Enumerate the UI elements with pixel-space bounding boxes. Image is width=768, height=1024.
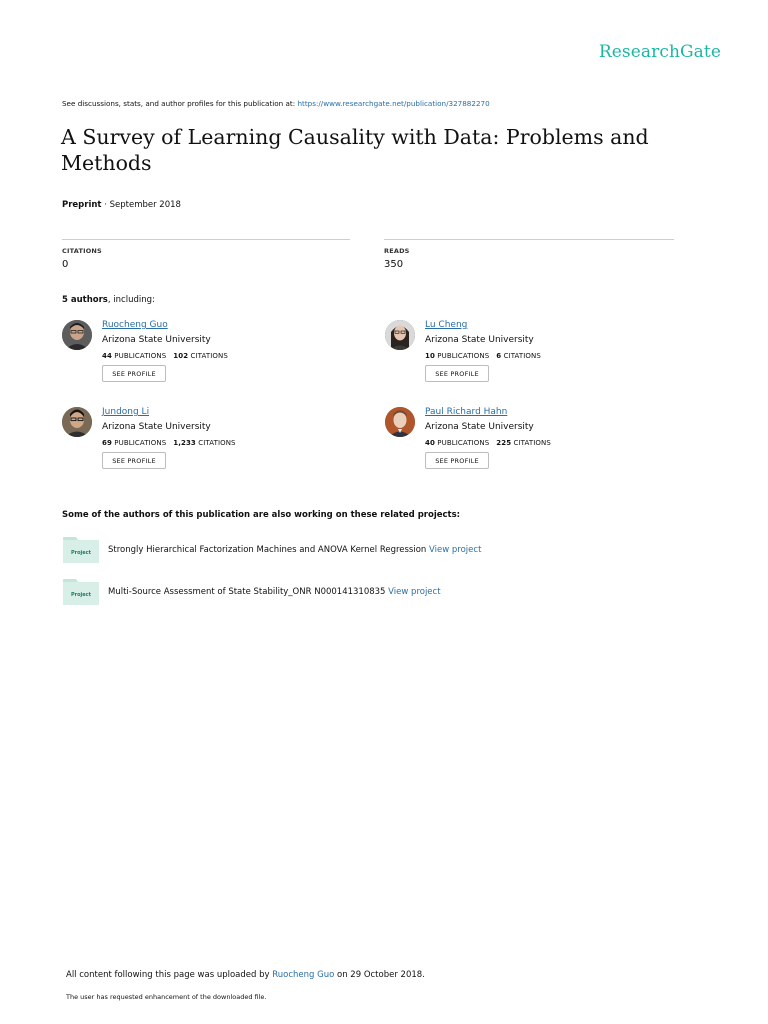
see-profile-button[interactable]: SEE PROFILE: [425, 452, 489, 469]
publication-url-link[interactable]: https://www.researchgate.net/publication/327882270: [297, 99, 490, 108]
author-stats: [425, 439, 551, 447]
project-folder-icon: [63, 537, 99, 563]
author-name-link[interactable]: Paul Richard Hahn: [425, 407, 508, 417]
author-institution: Arizona State University: [425, 335, 534, 345]
author-institution: Arizona State University: [102, 422, 211, 432]
avatar[interactable]: [385, 320, 415, 350]
project-folder-label: Project: [70, 550, 92, 556]
publications-count: 40: [425, 439, 435, 447]
avatar[interactable]: [62, 407, 92, 437]
author-stats: [102, 352, 228, 360]
info-separator: ·: [104, 200, 107, 210]
publications-count: 69: [102, 439, 112, 447]
reads-divider: [384, 239, 674, 240]
project-title: Strongly Hierarchical Factorization Machines and ANOVA Kernel Regression: [108, 545, 427, 555]
discussion-text: See discussions, stats, and author profiles for this publication at:: [62, 99, 296, 108]
citations-value: 0: [62, 259, 69, 270]
view-project-link[interactable]: View project: [388, 587, 441, 597]
publications-count: 44: [102, 352, 112, 360]
authors-suffix: , including:: [107, 295, 155, 305]
see-profile-button[interactable]: SEE PROFILE: [102, 452, 166, 469]
project-item: [63, 537, 703, 565]
authors-heading: [62, 295, 155, 305]
author-institution: Arizona State University: [102, 335, 211, 345]
author-citations-label: CITATIONS: [190, 352, 228, 360]
author-name-link[interactable]: Jundong Li: [102, 407, 150, 417]
project-folder-icon: [63, 579, 99, 605]
avatar[interactable]: [62, 320, 92, 350]
citations-count: 102: [173, 352, 189, 360]
avatar[interactable]: [385, 407, 415, 437]
see-profile-button[interactable]: SEE PROFILE: [425, 365, 489, 382]
author-card: [385, 407, 685, 487]
uploader-link[interactable]: Ruocheng Guo: [272, 970, 335, 980]
publications-count: 10: [425, 352, 435, 360]
upload-prefix: All content following this page was uploaded by: [66, 970, 270, 980]
citations-count: 225: [496, 439, 512, 447]
publications-label: PUBLICATIONS: [437, 352, 490, 360]
author-institution: Arizona State University: [425, 422, 534, 432]
publications-label: PUBLICATIONS: [437, 439, 490, 447]
researchgate-logo[interactable]: ResearchGate: [598, 42, 721, 62]
publications-label: PUBLICATIONS: [114, 439, 167, 447]
discussion-line: [62, 99, 490, 108]
reads-label: READS: [384, 247, 410, 255]
citations-count: 6: [496, 352, 502, 360]
author-name-link[interactable]: Ruocheng Guo: [102, 320, 168, 330]
author-card: [62, 320, 362, 400]
project-text: [108, 545, 481, 555]
project-title: Multi-Source Assessment of State Stability_ONR N000141310835: [108, 587, 386, 597]
author-name-link[interactable]: Lu Cheng: [425, 320, 468, 330]
author-citations-label: CITATIONS: [503, 352, 541, 360]
publication-type: Preprint: [62, 200, 102, 210]
see-profile-button[interactable]: SEE PROFILE: [102, 365, 166, 382]
author-citations-label: CITATIONS: [198, 439, 236, 447]
citations-divider: [62, 239, 350, 240]
reads-value: 350: [384, 259, 404, 270]
project-folder-label: Project: [70, 592, 92, 598]
author-card: [385, 320, 685, 400]
author-stats: [425, 352, 541, 360]
upload-suffix: on 29 October 2018.: [337, 970, 425, 980]
author-card: [62, 407, 362, 487]
project-item: [63, 579, 703, 607]
publication-title: A Survey of Learning Causality with Data: Problems and Methods: [61, 125, 649, 175]
publication-info: [62, 200, 181, 210]
projects-heading: Some of the authors of this publication are also working on these related projects:: [62, 510, 461, 520]
upload-note: [66, 970, 425, 980]
project-text: [108, 587, 441, 597]
author-citations-label: CITATIONS: [513, 439, 551, 447]
enhancement-note: The user has requested enhancement of the downloaded file.: [66, 993, 267, 1001]
citations-label: CITATIONS: [62, 247, 102, 255]
view-project-link[interactable]: View project: [429, 545, 482, 555]
publication-date: September 2018: [109, 200, 181, 210]
publications-label: PUBLICATIONS: [114, 352, 167, 360]
author-stats: [102, 439, 236, 447]
citations-count: 1,233: [173, 439, 196, 447]
authors-count: 5 authors: [62, 295, 108, 305]
